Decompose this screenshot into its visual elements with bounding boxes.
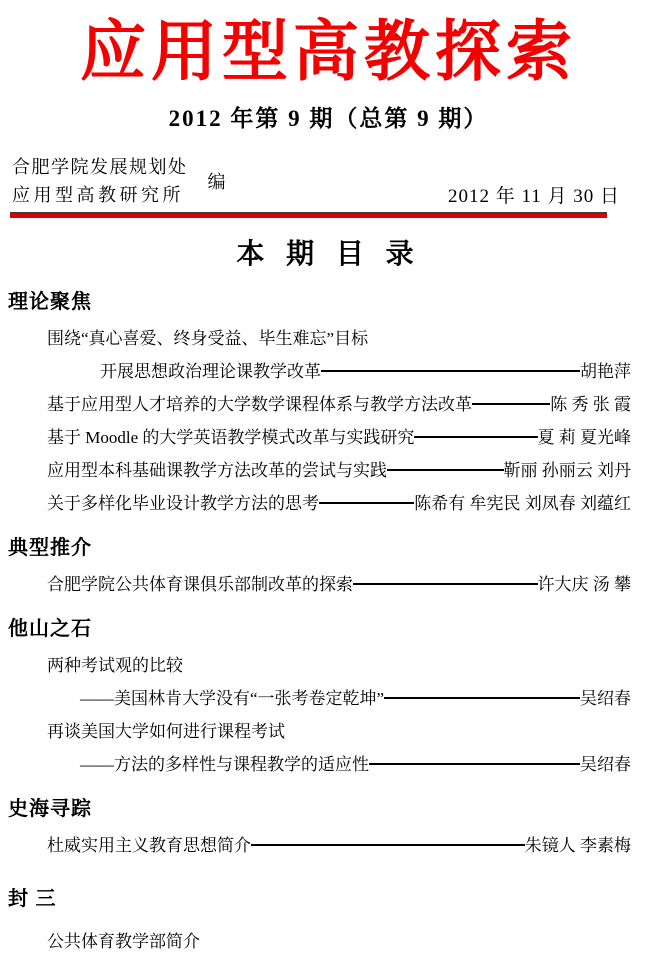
toc-entry-row (47, 485, 657, 518)
issue-line: 2012 年第 9 期（总第 9 期） (168, 105, 489, 131)
leader-line (384, 697, 580, 699)
section-heading-history-traces: 史海寻踪 (8, 797, 92, 820)
section-heading-lessons-from-others: 他山之石 (8, 617, 92, 640)
section-heading-typical-recommendation: 典型推介 (8, 536, 92, 559)
entry-title: 杜威实用主义教育思想简介 (47, 835, 251, 855)
toc-entry-row (47, 566, 657, 599)
section-heading-inside-back-cover: 封 三 (8, 887, 57, 910)
entry-authors: 靳丽 孙丽云 刘丹 (503, 460, 631, 480)
entry-title: 基于应用型人才培养的大学数学课程体系与教学方法改革 (47, 394, 472, 414)
section-heading-theory-focus: 理论聚焦 (8, 290, 92, 313)
leader-line (472, 403, 550, 405)
toc-entry-row (47, 386, 657, 419)
entry-title: ——美国林肯大学没有“一张考卷定乾坤” (80, 688, 385, 708)
entry-authors: 夏 莉 夏光峰 (537, 427, 631, 447)
publish-date: 2012 年 11 月 30 日 (447, 185, 620, 207)
leader-line (353, 583, 538, 585)
leader-line (251, 844, 525, 846)
toc-entry-row (47, 827, 657, 860)
leader-line (319, 502, 414, 504)
entry-authors: 吴绍春 (580, 688, 631, 708)
masthead-rule (10, 212, 607, 218)
leader-line (321, 370, 580, 372)
toc-entry-row (47, 419, 657, 452)
toc-entry-row (47, 923, 657, 956)
publisher-line-1: 合肥学院发展规划处 (12, 156, 188, 177)
entry-authors: 胡艳萍 (580, 361, 631, 381)
entry-authors: 陈希有 牟宪民 刘凤春 刘蕴红 (414, 493, 631, 513)
toc-entry-row (80, 680, 657, 713)
publisher-line-2: 应用型高教研究所 (12, 184, 184, 205)
publisher-lines (12, 153, 188, 209)
entry-authors: 吴绍春 (580, 754, 631, 774)
entry-title: ——方法的多样性与课程教学的适应性 (80, 754, 369, 774)
toc-entry-row (47, 713, 657, 746)
leader-line (387, 469, 504, 471)
journal-title: 应用型高教探索 (80, 16, 577, 89)
entry-authors: 陈 秀 张 霞 (550, 394, 631, 414)
toc-entry-row (47, 320, 657, 353)
entry-title: 开展思想政治理论课教学改革 (100, 361, 321, 381)
toc-entry-row (80, 746, 657, 779)
toc-entry-row (47, 452, 657, 485)
toc-entry-row (47, 647, 657, 680)
entry-title: 两种考试观的比较 (47, 655, 183, 675)
entry-title: 再谈美国大学如何进行课程考试 (47, 721, 285, 741)
entry-title: 基于 Moodle 的大学英语教学模式改革与实践研究 (47, 427, 415, 447)
toc-heading: 本 期 目 录 (236, 237, 421, 269)
leader-line (414, 436, 537, 438)
entry-authors: 许大庆 汤 攀 (537, 574, 631, 594)
entry-title: 应用型本科基础课教学方法改革的尝试与实践 (47, 460, 387, 480)
entry-title: 关于多样化毕业设计教学方法的思考 (47, 493, 319, 513)
editor-label: 编 (207, 171, 226, 192)
entry-authors: 朱镜人 李素梅 (524, 835, 631, 855)
editor-block (12, 153, 620, 209)
entry-title: 围绕“真心喜爱、终身受益、毕生难忘”目标 (47, 328, 369, 348)
entry-title: 公共体育教学部简介 (47, 931, 200, 951)
leader-line (369, 763, 580, 765)
toc-entry-row (100, 353, 657, 386)
entry-title: 合肥学院公共体育课俱乐部制改革的探索 (47, 574, 353, 594)
